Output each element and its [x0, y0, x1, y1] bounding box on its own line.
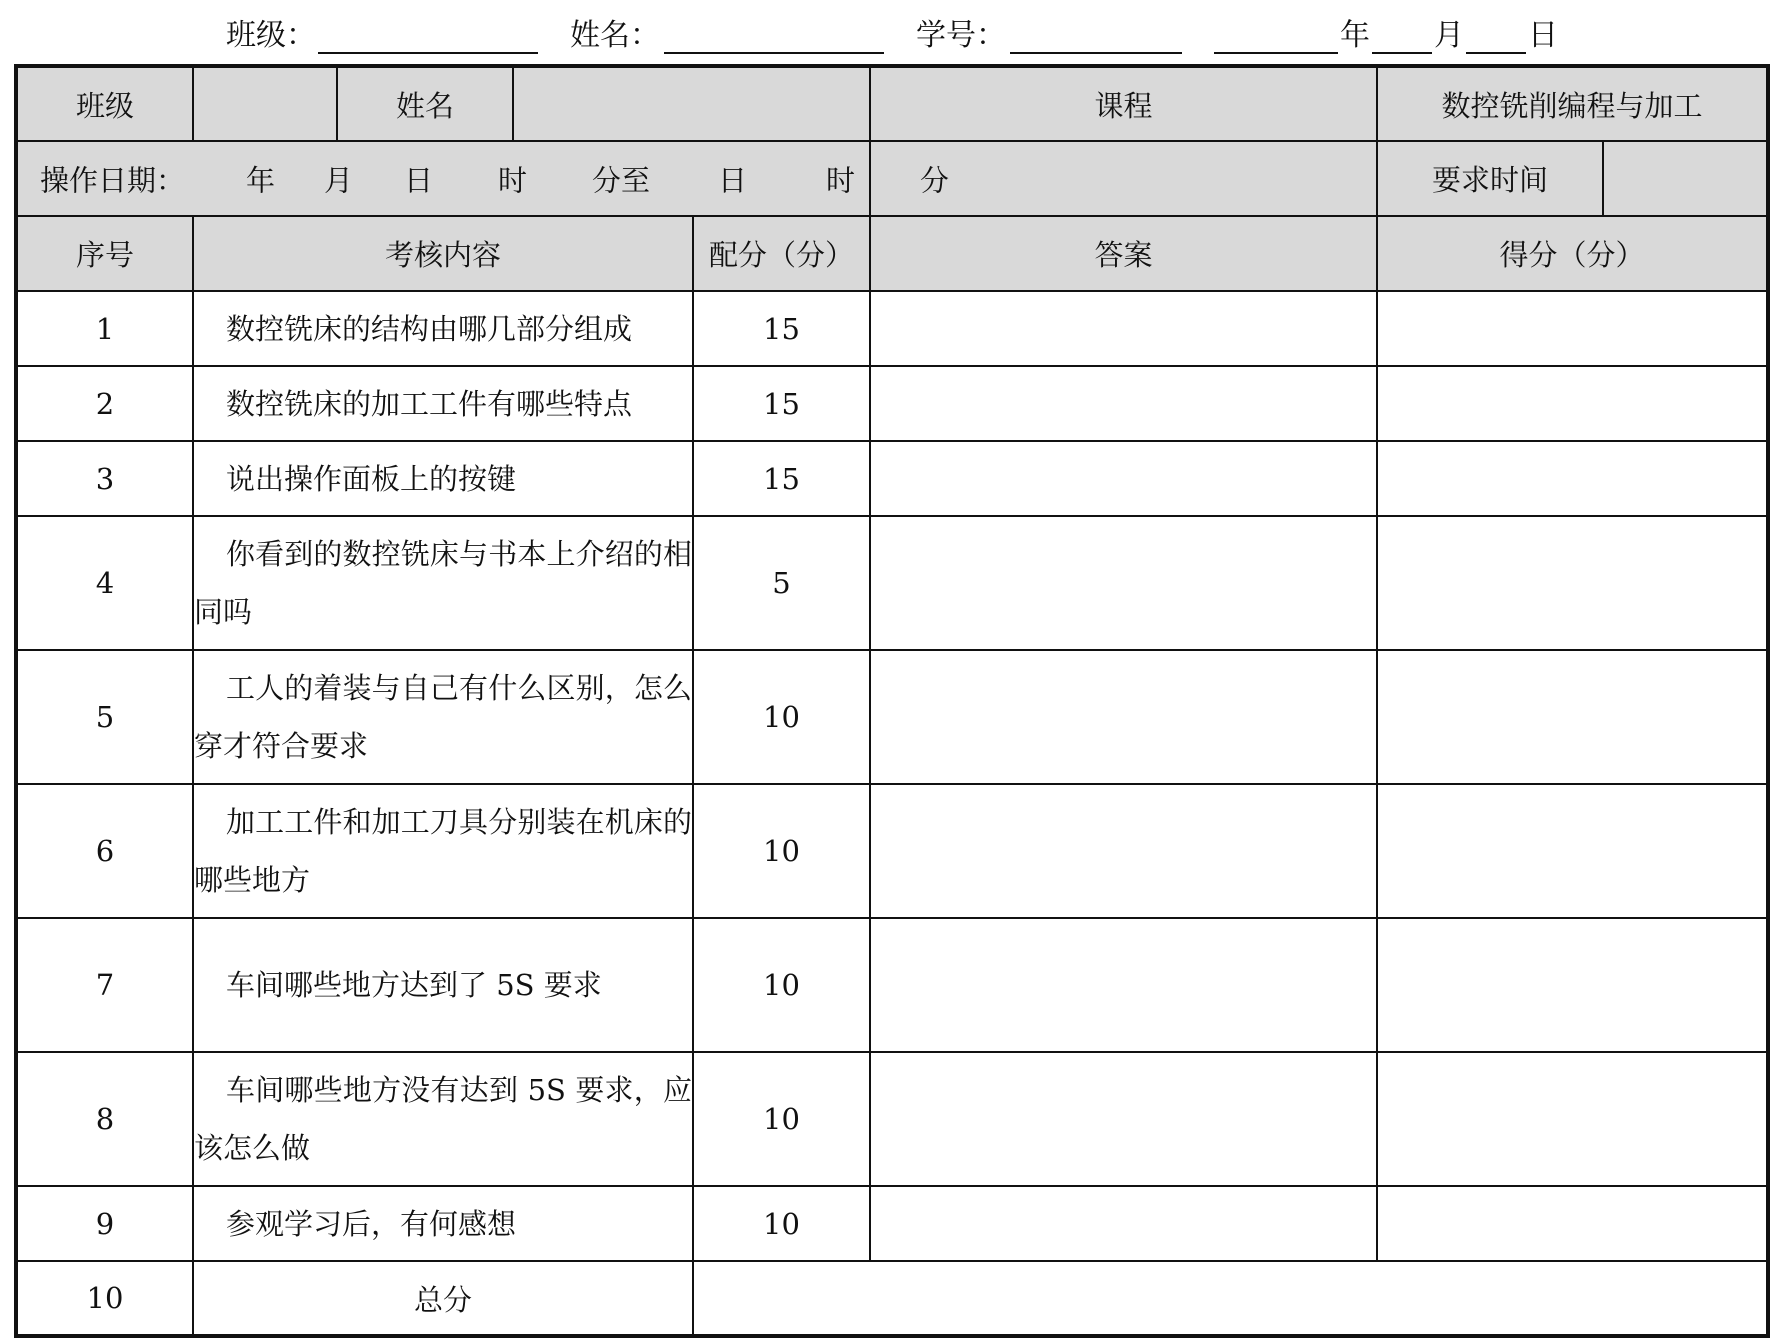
date-minute-to: 分至: [592, 163, 651, 197]
top-id-label: 学号：: [916, 18, 1006, 53]
col-index-header: 序号: [16, 216, 193, 291]
table-row: [16, 516, 1768, 650]
top-day-label: 日: [1528, 18, 1558, 53]
col-score-header: 得分（分）: [1377, 216, 1768, 291]
date-month: 月: [324, 163, 354, 197]
row-index: 8: [16, 1052, 193, 1186]
row-score-cell[interactable]: [1377, 784, 1768, 918]
date-day-end: 日: [718, 163, 748, 197]
row-index: 1: [16, 291, 193, 366]
row-index: 9: [16, 1186, 193, 1261]
col-answer-header: 答案: [870, 216, 1377, 291]
row-content: [193, 1186, 693, 1261]
col-content-header: 考核内容: [193, 216, 693, 291]
top-year-blank[interactable]: [1214, 52, 1338, 54]
col-points-header: 配分（分）: [693, 216, 870, 291]
date-day: 日: [404, 163, 434, 197]
row-points: 10: [693, 650, 870, 784]
table-row: [16, 291, 1768, 366]
table-row: [16, 918, 1768, 1052]
row-points: 10: [693, 1186, 870, 1261]
table-row: [16, 441, 1768, 516]
row-content-text: 加工工件和加工刀具分别装在机床的哪些地方: [194, 805, 692, 897]
row-index: 2: [16, 366, 193, 441]
row-index: 5: [16, 650, 193, 784]
required-time-label: 要求时间: [1377, 141, 1603, 216]
top-class-blank[interactable]: [318, 52, 538, 54]
class-value-cell[interactable]: [193, 66, 337, 141]
row-points: 10: [693, 1052, 870, 1186]
name-label: 姓名: [337, 66, 513, 141]
row-content: [193, 441, 693, 516]
row-answer-cell[interactable]: [870, 650, 1377, 784]
class-label: 班级: [16, 66, 193, 141]
row-index: 3: [16, 441, 193, 516]
row-content-text: 数控铣床的结构由哪几部分组成: [226, 311, 633, 346]
row-score-cell[interactable]: [1377, 291, 1768, 366]
row-points: 10: [693, 918, 870, 1052]
top-month-blank[interactable]: [1372, 52, 1432, 54]
header-row-info: [16, 66, 1768, 141]
top-name-label: 姓名：: [570, 18, 660, 53]
top-month-label: 月: [1434, 18, 1464, 53]
row-score-cell[interactable]: [1377, 366, 1768, 441]
row-index: 6: [16, 784, 193, 918]
row-points: 15: [693, 441, 870, 516]
top-year-label: 年: [1340, 18, 1370, 53]
table-row: [16, 784, 1768, 918]
column-header-row: [16, 216, 1768, 291]
table-row: [16, 650, 1768, 784]
date-year: 年: [246, 163, 276, 197]
top-name-blank[interactable]: [664, 52, 884, 54]
row-points: 15: [693, 366, 870, 441]
row-content-text: 车间哪些地方达到了 5S 要求: [226, 968, 602, 1002]
row-content: [193, 291, 693, 366]
total-index: 10: [16, 1261, 193, 1336]
table-row: [16, 366, 1768, 441]
row-content-text: 车间哪些地方没有达到 5S 要求，应该怎么做: [194, 1073, 692, 1165]
row-content-text: 数控铣床的加工工件有哪些特点: [226, 386, 633, 421]
total-value-cell[interactable]: [693, 1261, 1768, 1336]
row-content-text: 你看到的数控铣床与书本上介绍的相同吗: [194, 537, 692, 629]
row-answer-cell[interactable]: [870, 784, 1377, 918]
total-label: 总分: [193, 1261, 693, 1336]
row-answer-cell[interactable]: [870, 918, 1377, 1052]
row-answer-cell[interactable]: [870, 1052, 1377, 1186]
row-answer-cell[interactable]: [870, 366, 1377, 441]
top-class-label: 班级：: [226, 18, 316, 53]
row-score-cell[interactable]: [1377, 516, 1768, 650]
row-score-cell[interactable]: [1377, 650, 1768, 784]
row-index: 7: [16, 918, 193, 1052]
row-answer-cell[interactable]: [870, 516, 1377, 650]
form-top-line: [0, 14, 1774, 58]
row-points: 5: [693, 516, 870, 650]
row-content-text: 工人的着装与自己有什么区别，怎么穿才符合要求: [194, 671, 692, 763]
name-value-cell[interactable]: [513, 66, 870, 141]
top-day-blank[interactable]: [1466, 52, 1526, 54]
table-row: [16, 1052, 1768, 1186]
row-points: 15: [693, 291, 870, 366]
total-row: [16, 1261, 1768, 1336]
row-content: [193, 1052, 693, 1186]
row-content-text: 说出操作面板上的按键: [226, 461, 517, 496]
row-content-text: 参观学习后，有何感想: [226, 1206, 517, 1241]
assessment-table: [14, 64, 1770, 1338]
date-minute-end: 分: [920, 163, 950, 197]
required-time-value-cell[interactable]: [1603, 141, 1768, 216]
row-answer-cell[interactable]: [870, 1186, 1377, 1261]
table-row: [16, 1186, 1768, 1261]
row-points: 10: [693, 784, 870, 918]
row-content: [193, 784, 693, 918]
row-content: [193, 918, 693, 1052]
row-answer-cell[interactable]: [870, 291, 1377, 366]
row-answer-cell[interactable]: [870, 441, 1377, 516]
row-score-cell[interactable]: [1377, 1186, 1768, 1261]
row-score-cell[interactable]: [1377, 441, 1768, 516]
row-index: 4: [16, 516, 193, 650]
operation-date-label: 操作日期：: [40, 163, 186, 197]
operation-date-cell[interactable]: [16, 141, 950, 216]
date-hour-end: 时: [826, 163, 856, 197]
row-content: [193, 650, 693, 784]
header-row-date: [16, 141, 1768, 216]
top-id-blank[interactable]: [1010, 52, 1182, 54]
row-content: [193, 366, 693, 441]
course-value: 数控铣削编程与加工: [1377, 66, 1768, 141]
date-hour: 时: [498, 163, 528, 197]
course-label: 课程: [870, 66, 1377, 141]
row-score-cell[interactable]: [1377, 918, 1768, 1052]
row-content: [193, 516, 693, 650]
row-score-cell[interactable]: [1377, 1052, 1768, 1186]
